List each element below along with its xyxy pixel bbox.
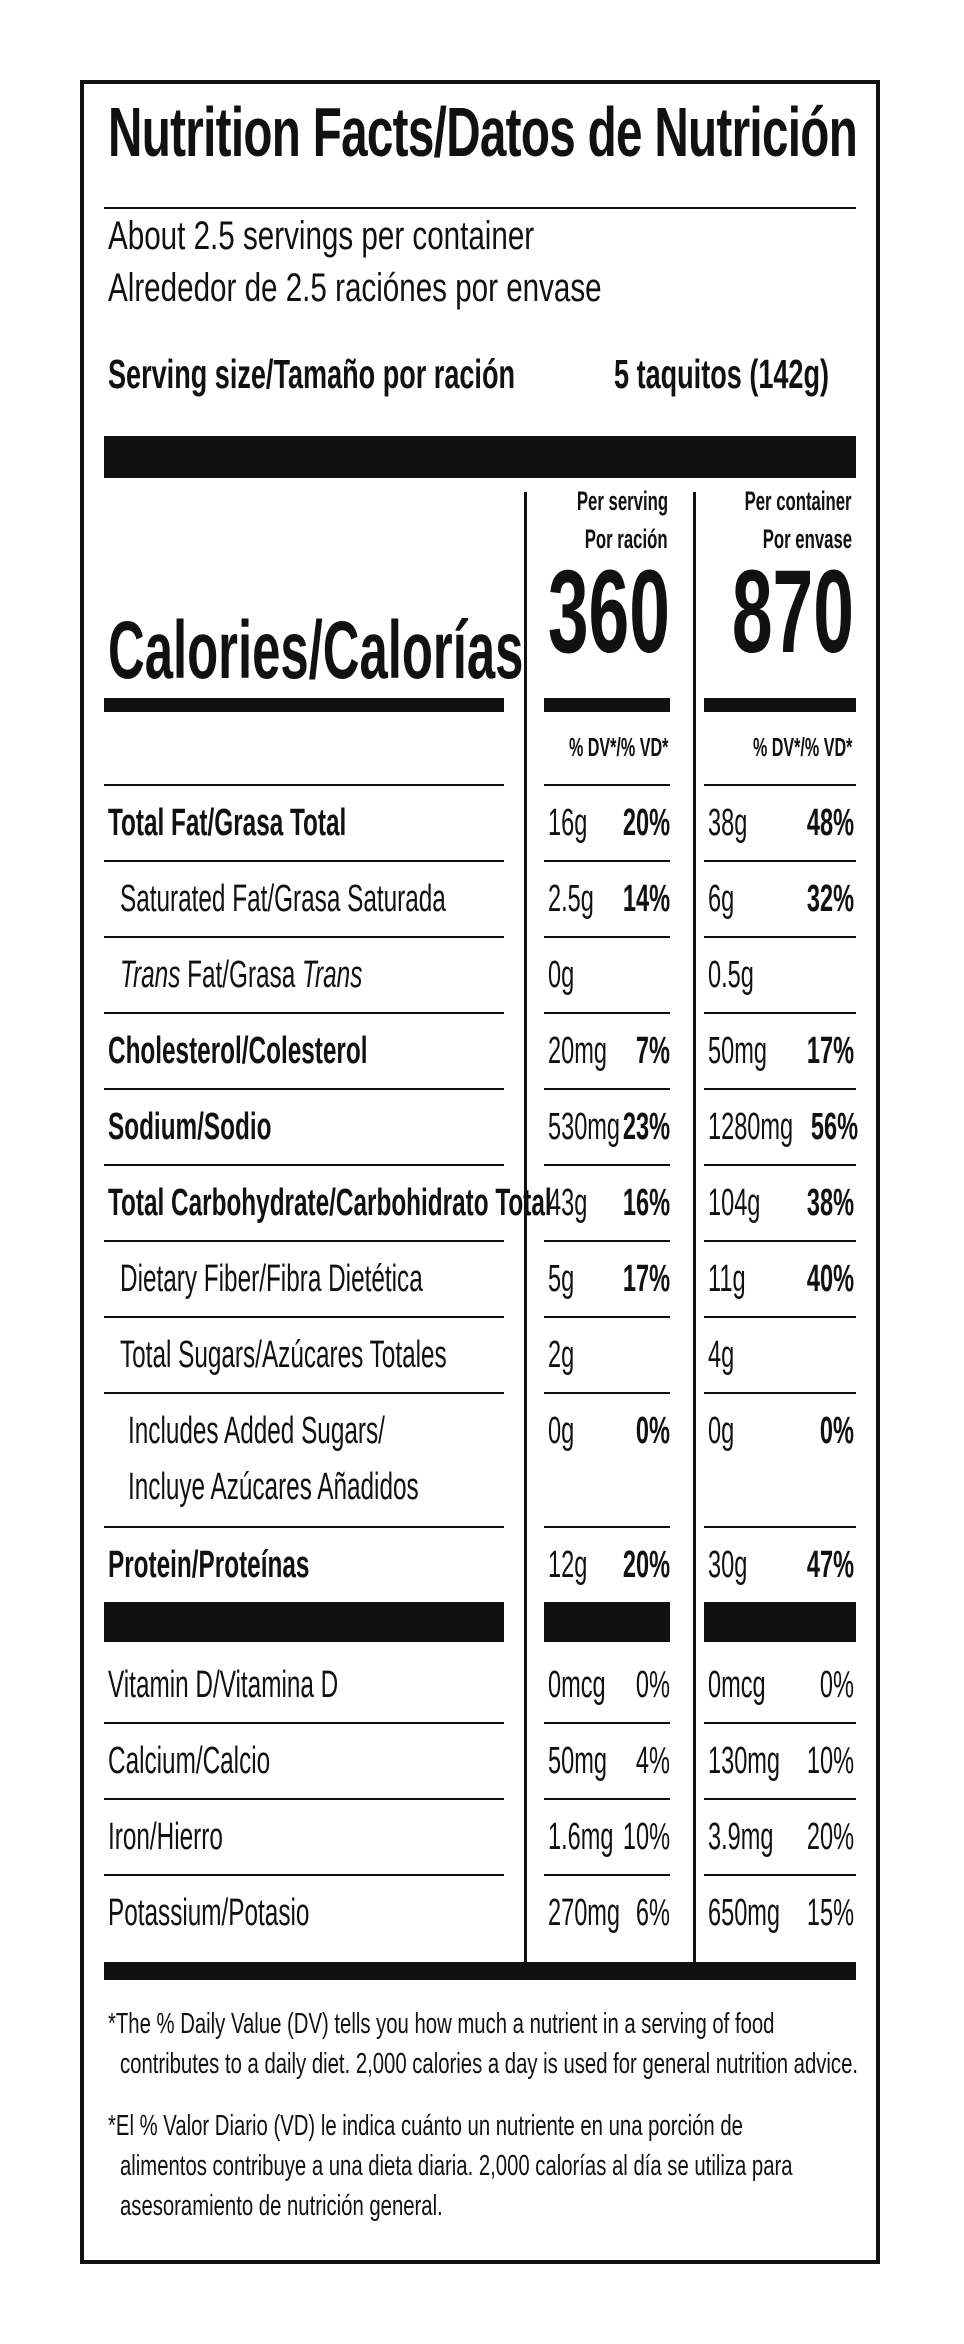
- row-line: [104, 1722, 504, 1724]
- row-line: [544, 1526, 670, 1528]
- nutrient-label-added-sugars-en: Includes Added Sugars/: [128, 1410, 385, 1452]
- container-dv: 38%: [806, 1182, 854, 1224]
- container-dv: 48%: [806, 802, 854, 844]
- container-dv: 20%: [806, 1816, 854, 1858]
- row-line: [104, 784, 504, 786]
- row-line: [104, 1164, 504, 1166]
- nutrient-label-saturated-fat: Saturated Fat/Grasa Saturada: [120, 878, 446, 920]
- nutrient-label-added-sugars-es: Incluye Azúcares Añadidos: [128, 1466, 419, 1508]
- row-line: [544, 784, 670, 786]
- servings-per-container-es: Alrededor de 2.5 raciónes por envase: [108, 266, 602, 310]
- column-divider-1: [524, 492, 527, 1962]
- trans-italic-1: Trans: [120, 954, 181, 996]
- row-line: [704, 1874, 856, 1876]
- row-line: [544, 1392, 670, 1394]
- row-line: [704, 1392, 856, 1394]
- container-amount: 104g: [708, 1182, 761, 1224]
- serving-amount: 43g: [548, 1182, 588, 1224]
- per-serving-header-1: Per serving: [576, 486, 668, 516]
- row-line: [544, 1012, 670, 1014]
- serving-dv: 10%: [622, 1816, 670, 1858]
- container-amount: 38g: [708, 802, 748, 844]
- calories-label: Calories/Calorías: [108, 605, 524, 696]
- vitamin-label-potassium: Potassium/Potasio: [108, 1892, 310, 1934]
- column-divider-2: [693, 492, 696, 1962]
- footnote-en-line1: *The % Daily Value (DV) tells you how much a nutrient in a serving of food: [108, 2008, 775, 2040]
- nutrient-label-trans-fat: [120, 954, 499, 997]
- dv-header-container: % DV*/% VD*: [752, 732, 852, 762]
- serving-amount: 0mcg: [548, 1664, 606, 1706]
- serving-dv: 0%: [635, 1410, 670, 1452]
- calories-bar-serving: [544, 698, 670, 712]
- serving-amount: 12g: [548, 1544, 588, 1586]
- container-amount: 0mcg: [708, 1664, 766, 1706]
- row-line: [704, 1526, 856, 1528]
- container-dv: 40%: [806, 1258, 854, 1300]
- row-line: [704, 1012, 856, 1014]
- container-amount: 1280mg: [708, 1106, 794, 1148]
- row-line: [104, 1240, 504, 1242]
- container-dv: 0%: [819, 1664, 854, 1706]
- row-line: [544, 1164, 670, 1166]
- nutrient-label-sodium: Sodium/Sodio: [108, 1106, 272, 1148]
- serving-amount: 0g: [548, 1410, 575, 1452]
- row-line: [104, 936, 504, 938]
- serving-amount: 0g: [548, 954, 575, 996]
- thick-divider-mid-serving: [544, 1602, 670, 1642]
- serving-dv: 7%: [635, 1030, 670, 1072]
- container-amount: 11g: [708, 1258, 746, 1300]
- row-line: [544, 1088, 670, 1090]
- serving-amount: 1.6mg: [548, 1816, 614, 1858]
- container-dv: 17%: [806, 1030, 854, 1072]
- row-line: [544, 860, 670, 862]
- serving-dv: 17%: [622, 1258, 670, 1300]
- title-divider: [104, 207, 856, 209]
- serving-size-value: 5 taquitos (142g): [614, 351, 830, 397]
- nutrient-label-total-fat: Total Fat/Grasa Total: [108, 802, 347, 844]
- serving-dv: 23%: [622, 1106, 670, 1148]
- serving-dv: 4%: [635, 1740, 670, 1782]
- thick-divider-bottom: [104, 1962, 856, 1980]
- container-amount: 3.9mg: [708, 1816, 774, 1858]
- serving-dv: 6%: [635, 1892, 670, 1934]
- serving-amount: 20mg: [548, 1030, 607, 1072]
- container-dv: 0%: [819, 1410, 854, 1452]
- serving-amount: 50mg: [548, 1740, 607, 1782]
- container-amount: 30g: [708, 1544, 748, 1586]
- nutrient-label-total-sugars: Total Sugars/Azúcares Totales: [120, 1334, 447, 1376]
- row-line: [104, 1392, 504, 1394]
- container-dv: 15%: [806, 1892, 854, 1934]
- container-amount: 50mg: [708, 1030, 767, 1072]
- trans-italic-2: Trans: [302, 954, 363, 996]
- calories-bar-label: [104, 698, 504, 712]
- per-container-header-2: Por envase: [762, 524, 852, 554]
- panel-title: Nutrition Facts/Datos de Nutrición: [108, 93, 858, 171]
- row-line: [704, 1722, 856, 1724]
- row-line: [544, 1722, 670, 1724]
- row-line: [104, 1526, 504, 1528]
- row-line: [104, 1798, 504, 1800]
- per-serving-header-2: Por ración: [585, 524, 668, 554]
- calories-per-serving: 360: [547, 546, 670, 678]
- container-dv: 47%: [806, 1544, 854, 1586]
- per-container-header-1: Per container: [745, 486, 852, 516]
- calories-bar-container: [704, 698, 856, 712]
- row-line: [544, 1240, 670, 1242]
- row-line: [104, 860, 504, 862]
- row-line: [704, 784, 856, 786]
- thick-divider-mid-label: [104, 1602, 504, 1642]
- nutrient-label-protein: Protein/Proteínas: [108, 1544, 310, 1586]
- container-dv: 10%: [806, 1740, 854, 1782]
- footnote-en-line2: contributes to a daily diet. 2,000 calories a day is used for general nutrition advice.: [120, 2048, 858, 2080]
- row-line: [544, 1874, 670, 1876]
- footnote-es-line2: alimentos contribuye a una dieta diaria. 2,000 calorías al día se utiliza para: [120, 2150, 793, 2182]
- serving-dv: 20%: [622, 1544, 670, 1586]
- row-line: [544, 1316, 670, 1318]
- serving-amount: 5g: [548, 1258, 575, 1300]
- container-dv: 32%: [806, 878, 854, 920]
- nutrient-label-dietary-fiber: Dietary Fiber/Fibra Dietética: [120, 1258, 423, 1300]
- row-line: [704, 1316, 856, 1318]
- row-line: [104, 1316, 504, 1318]
- thick-divider-top: [104, 436, 856, 478]
- row-line: [704, 936, 856, 938]
- serving-size-label: Serving size/Tamaño por ración: [108, 351, 516, 397]
- row-line: [104, 1012, 504, 1014]
- row-line: [544, 936, 670, 938]
- vitamin-label-calcium: Calcium/Calcio: [108, 1740, 271, 1782]
- footnote-es-line1: *El % Valor Diario (VD) le indica cuánto un nutriente en una porción de: [108, 2110, 743, 2142]
- trans-mid: Fat/Grasa: [180, 954, 303, 996]
- serving-dv: 16%: [622, 1182, 670, 1224]
- serving-dv: 0%: [635, 1664, 670, 1706]
- row-line: [704, 1088, 856, 1090]
- container-dv: 56%: [810, 1106, 858, 1148]
- row-line: [704, 1798, 856, 1800]
- dv-header-serving: % DV*/% VD*: [568, 732, 668, 762]
- nutrition-facts-panel: [80, 80, 880, 2264]
- container-amount: 6g: [708, 878, 735, 920]
- serving-amount: 16g: [548, 802, 588, 844]
- container-amount: 130mg: [708, 1740, 781, 1782]
- calories-per-container: 870: [731, 546, 854, 678]
- row-line: [104, 1088, 504, 1090]
- nutrient-label-cholesterol: Cholesterol/Colesterol: [108, 1030, 368, 1072]
- row-line: [704, 860, 856, 862]
- footnote-es-line3: asesoramiento de nutrición general.: [120, 2190, 443, 2222]
- serving-amount: 530mg: [548, 1106, 621, 1148]
- container-amount: 650mg: [708, 1892, 781, 1934]
- row-line: [704, 1240, 856, 1242]
- container-amount: 0.5g: [708, 954, 754, 996]
- row-line: [704, 1164, 856, 1166]
- nutrient-label-total-carbohydrate: Total Carbohydrate/Carbohidrato Total: [108, 1182, 552, 1224]
- thick-divider-mid-container: [704, 1602, 856, 1642]
- container-amount: 0g: [708, 1410, 735, 1452]
- serving-amount: 2g: [548, 1334, 575, 1376]
- serving-dv: 14%: [622, 878, 670, 920]
- row-line: [104, 1874, 504, 1876]
- serving-amount: 270mg: [548, 1892, 621, 1934]
- vitamin-label-iron: Iron/Hierro: [108, 1816, 223, 1858]
- vitamin-label-vitamin-d: Vitamin D/Vitamina D: [108, 1664, 339, 1706]
- serving-dv: 20%: [622, 802, 670, 844]
- row-line: [544, 1798, 670, 1800]
- serving-amount: 2.5g: [548, 878, 594, 920]
- container-amount: 4g: [708, 1334, 735, 1376]
- servings-per-container-en: About 2.5 servings per container: [108, 214, 535, 258]
